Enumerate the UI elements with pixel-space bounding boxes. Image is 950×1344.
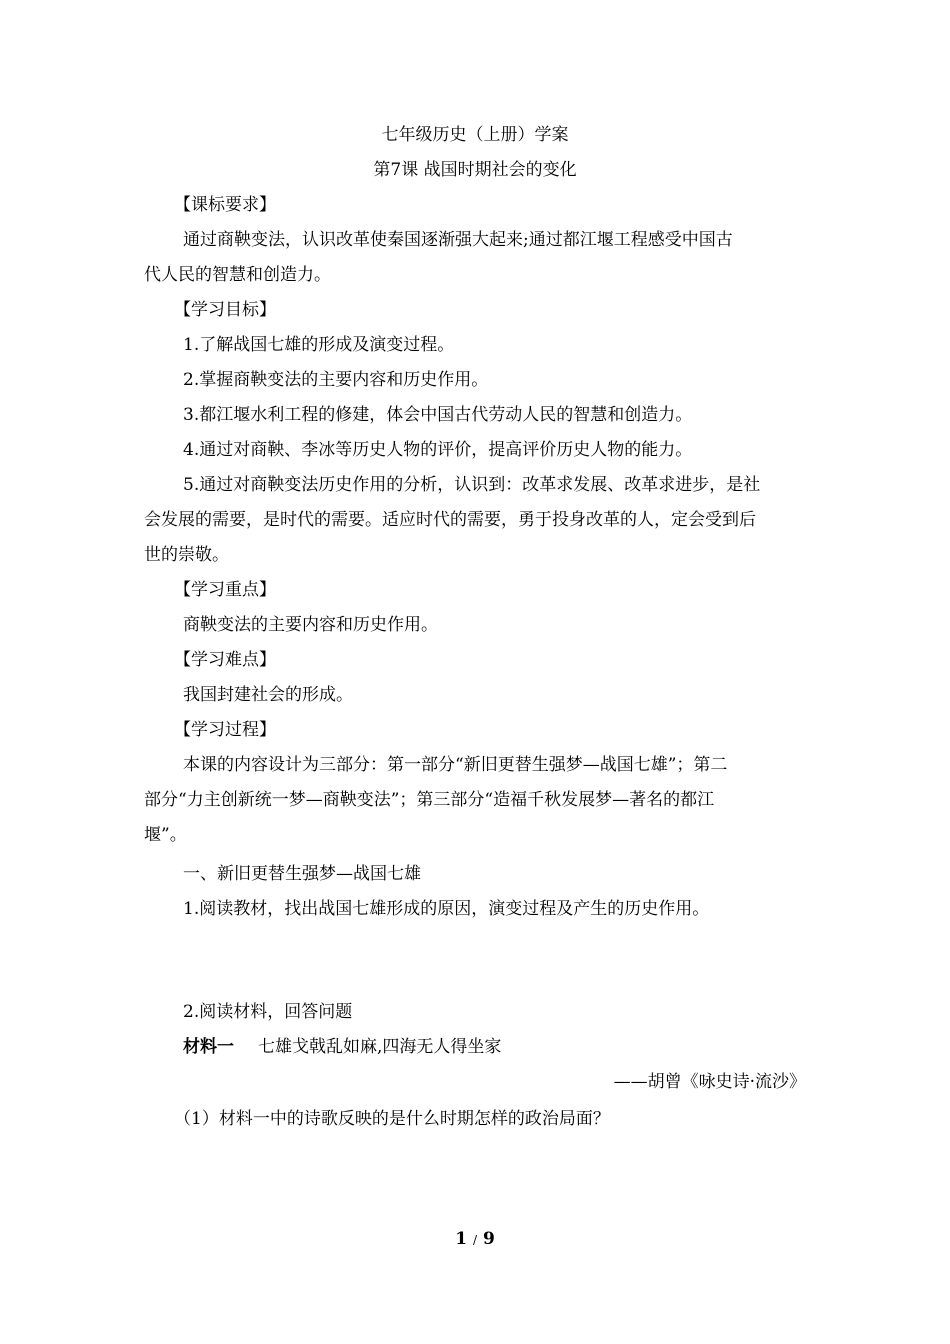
objective-3: 3.都江堰水利工程的修建，体会中国古代劳动人民的智慧和创造力。 bbox=[183, 405, 693, 425]
objective-1: 1.了解战国七雄的形成及演变过程。 bbox=[183, 335, 455, 355]
task-2: 2.阅读材料，回答问题 bbox=[183, 1002, 353, 1022]
part1-heading: 一、新旧更替生强梦—战国七雄 bbox=[183, 864, 421, 884]
page-current: 1 bbox=[455, 1229, 468, 1249]
objective-5-line3: 世的崇敬。 bbox=[144, 545, 229, 565]
task-1: 1.阅读教材，找出战国七雄形成的原因，演变过程及产生的历史作用。 bbox=[183, 899, 710, 919]
process-text-line2: 部分“力主创新统一梦—商鞅变法”；第三部分“造福千秋发展梦—著名的都江 bbox=[144, 790, 715, 810]
difficulty-text: 我国封建社会的形成。 bbox=[183, 685, 353, 705]
curriculum-heading: 【课标要求】 bbox=[174, 195, 276, 215]
material-1-label: 材料一 bbox=[183, 1037, 234, 1057]
curriculum-text-line1: 通过商鞅变法，认识改革使秦国逐渐强大起来;通过都江堰工程感受中国古 bbox=[183, 230, 733, 250]
material-1 bbox=[183, 1030, 806, 1064]
material-1-text: 七雄戈戟乱如麻,四海无人得坐家 bbox=[258, 1037, 502, 1057]
material-1-source: ——胡曾《咏史诗·流沙》 bbox=[613, 1072, 806, 1092]
objective-4: 4.通过对商鞅、李冰等历史人物的评价，提高评价历史人物的能力。 bbox=[183, 440, 693, 460]
difficulty-heading: 【学习难点】 bbox=[174, 650, 276, 670]
key-points-heading: 【学习重点】 bbox=[174, 580, 276, 600]
objective-5-line1: 5.通过对商鞅变法历史作用的分析，认识到：改革求发展、改革求进步，是社 bbox=[183, 475, 761, 495]
key-points-text: 商鞅变法的主要内容和历史作用。 bbox=[183, 615, 438, 635]
doc-title: 七年级历史（上册）学案 bbox=[381, 125, 569, 145]
page-total: 9 bbox=[482, 1229, 495, 1249]
process-text-line1: 本课的内容设计为三部分：第一部分“新旧更替生强梦—战国七雄”；第二 bbox=[183, 755, 728, 775]
lesson-title: 第7课 战国时期社会的变化 bbox=[373, 160, 577, 180]
process-text-line3: 堰”。 bbox=[144, 825, 187, 845]
objectives-heading: 【学习目标】 bbox=[174, 300, 276, 320]
objective-2: 2.掌握商鞅变法的主要内容和历史作用。 bbox=[183, 370, 489, 390]
curriculum-text-line2: 代人民的智慧和创造力。 bbox=[144, 265, 331, 285]
question-1: （1）材料一中的诗歌反映的是什么时期怎样的政治局面？ bbox=[174, 1109, 610, 1129]
page-number bbox=[0, 1226, 950, 1253]
process-heading: 【学习过程】 bbox=[174, 720, 276, 740]
objective-5-line2: 会发展的需要，是时代的需要。适应时代的需要，勇于投身改革的人，定会受到后 bbox=[144, 510, 756, 530]
page-separator: / bbox=[472, 1233, 478, 1247]
